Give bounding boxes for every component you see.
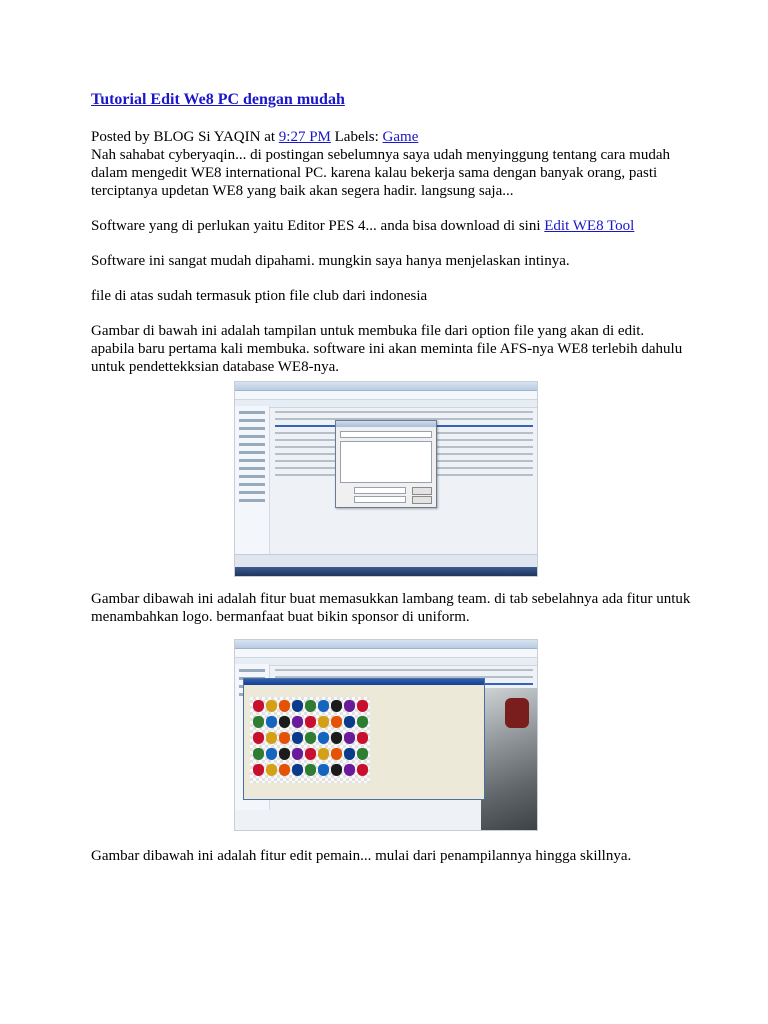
open-file-paragraph: Gambar di bawah ini adalah tampilan untuk membuka file dari option file yang akan di edit. apabila baru pertama kali membuka. software ini akan meminta file AFS-nya WE8 terlebih dahulu untuk pendettekksian database WE8-nya. <box>91 323 683 375</box>
screenshot-open-file <box>234 381 538 577</box>
team-emblem-icon <box>344 732 355 744</box>
team-emblem-icon <box>357 700 368 712</box>
software-paragraph <box>91 217 691 235</box>
team-emblem-icon <box>305 716 316 728</box>
label-game-link[interactable]: Game <box>382 129 419 145</box>
team-emblem-icon <box>318 700 329 712</box>
team-emblem-icon <box>344 748 355 760</box>
team-emblem-icon <box>266 748 277 760</box>
team-emblem-icon <box>253 716 264 728</box>
team-emblem-icon <box>279 764 290 776</box>
team-emblem-icon <box>253 732 264 744</box>
status-bar <box>235 554 537 567</box>
car-image <box>505 698 529 728</box>
team-emblem-icon <box>305 764 316 776</box>
navigation-pane <box>235 406 270 556</box>
post-meta <box>91 128 691 146</box>
team-emblem-icon <box>357 748 368 760</box>
taskbar <box>235 567 537 576</box>
team-emblem-icon <box>253 700 264 712</box>
edit-we8-tool-link[interactable]: Edit WE8 Tool <box>544 218 635 234</box>
post-title-link[interactable]: Tutorial Edit We8 PC dengan mudah <box>91 91 345 108</box>
player-paragraph: Gambar dibawah ini adalah fitur edit pemain... mulai dari penampilannya hingga skillnya. <box>91 848 632 864</box>
team-emblem-icon <box>357 716 368 728</box>
team-emblem-icon <box>279 700 290 712</box>
team-emblem-icon <box>279 716 290 728</box>
team-emblem-icon <box>305 748 316 760</box>
intro-paragraph: Nah sahabat cyberyaqin... di postingan sebelumnya saya udah menyinggung tentang cara mudah dalam mengedit WE8 international PC. karena kalau bekerja sama dengan banyak orang, pasti terciptanya updetan WE8 yang baik akan segera hadir. langsung saja... <box>91 147 670 199</box>
club-paragraph: file di atas sudah termasuk ption file club dari indonesia <box>91 288 428 304</box>
window-titlebar <box>235 640 537 649</box>
emblem-grid <box>250 697 370 783</box>
team-emblem-icon <box>344 700 355 712</box>
team-emblem-icon <box>331 748 342 760</box>
logo-paragraph: Gambar dibawah ini adalah fitur buat memasukkan lambang team. di tab sebelahnya ada fitur untuk menambahkan logo. bermanfaat buat bikin sponsor di uniform. <box>91 591 691 625</box>
editor-window <box>243 678 485 800</box>
posted-by-text: Posted by BLOG Si YAQIN at <box>91 129 279 145</box>
team-emblem-icon <box>266 764 277 776</box>
team-emblem-icon <box>357 764 368 776</box>
easy-paragraph: Software ini sangat mudah dipahami. mungkin saya hanya menjelaskan intinya. <box>91 253 570 269</box>
team-emblem-icon <box>331 700 342 712</box>
address-bar <box>235 649 537 658</box>
team-emblem-icon <box>266 700 277 712</box>
blog-post <box>91 90 691 376</box>
team-emblem-icon <box>305 700 316 712</box>
team-emblem-icon <box>318 748 329 760</box>
team-emblem-icon <box>318 732 329 744</box>
team-emblem-icon <box>253 748 264 760</box>
team-emblem-icon <box>292 716 303 728</box>
team-emblem-icon <box>292 748 303 760</box>
team-emblem-icon <box>279 732 290 744</box>
post-time-link[interactable]: 9:27 PM <box>278 129 331 145</box>
team-emblem-icon <box>344 764 355 776</box>
screenshot-team-logo-editor <box>234 639 538 831</box>
team-emblem-icon <box>292 764 303 776</box>
team-emblem-icon <box>253 764 264 776</box>
software-text: Software yang di perlukan yaitu Editor PES 4... anda bisa download di sini <box>91 218 545 234</box>
team-emblem-icon <box>357 732 368 744</box>
team-emblem-icon <box>266 716 277 728</box>
window-titlebar <box>235 382 537 391</box>
open-dialog <box>335 420 437 508</box>
team-emblem-icon <box>331 764 342 776</box>
post-title <box>91 90 691 110</box>
team-emblem-icon <box>331 732 342 744</box>
address-bar <box>235 391 537 400</box>
team-emblem-icon <box>266 732 277 744</box>
labels-text: Labels: <box>330 129 383 145</box>
team-emblem-icon <box>318 716 329 728</box>
team-emblem-icon <box>344 716 355 728</box>
team-emblem-icon <box>292 700 303 712</box>
team-emblem-icon <box>331 716 342 728</box>
team-emblem-icon <box>279 748 290 760</box>
team-emblem-icon <box>305 732 316 744</box>
team-emblem-icon <box>292 732 303 744</box>
background-photo <box>481 688 537 830</box>
team-emblem-icon <box>318 764 329 776</box>
